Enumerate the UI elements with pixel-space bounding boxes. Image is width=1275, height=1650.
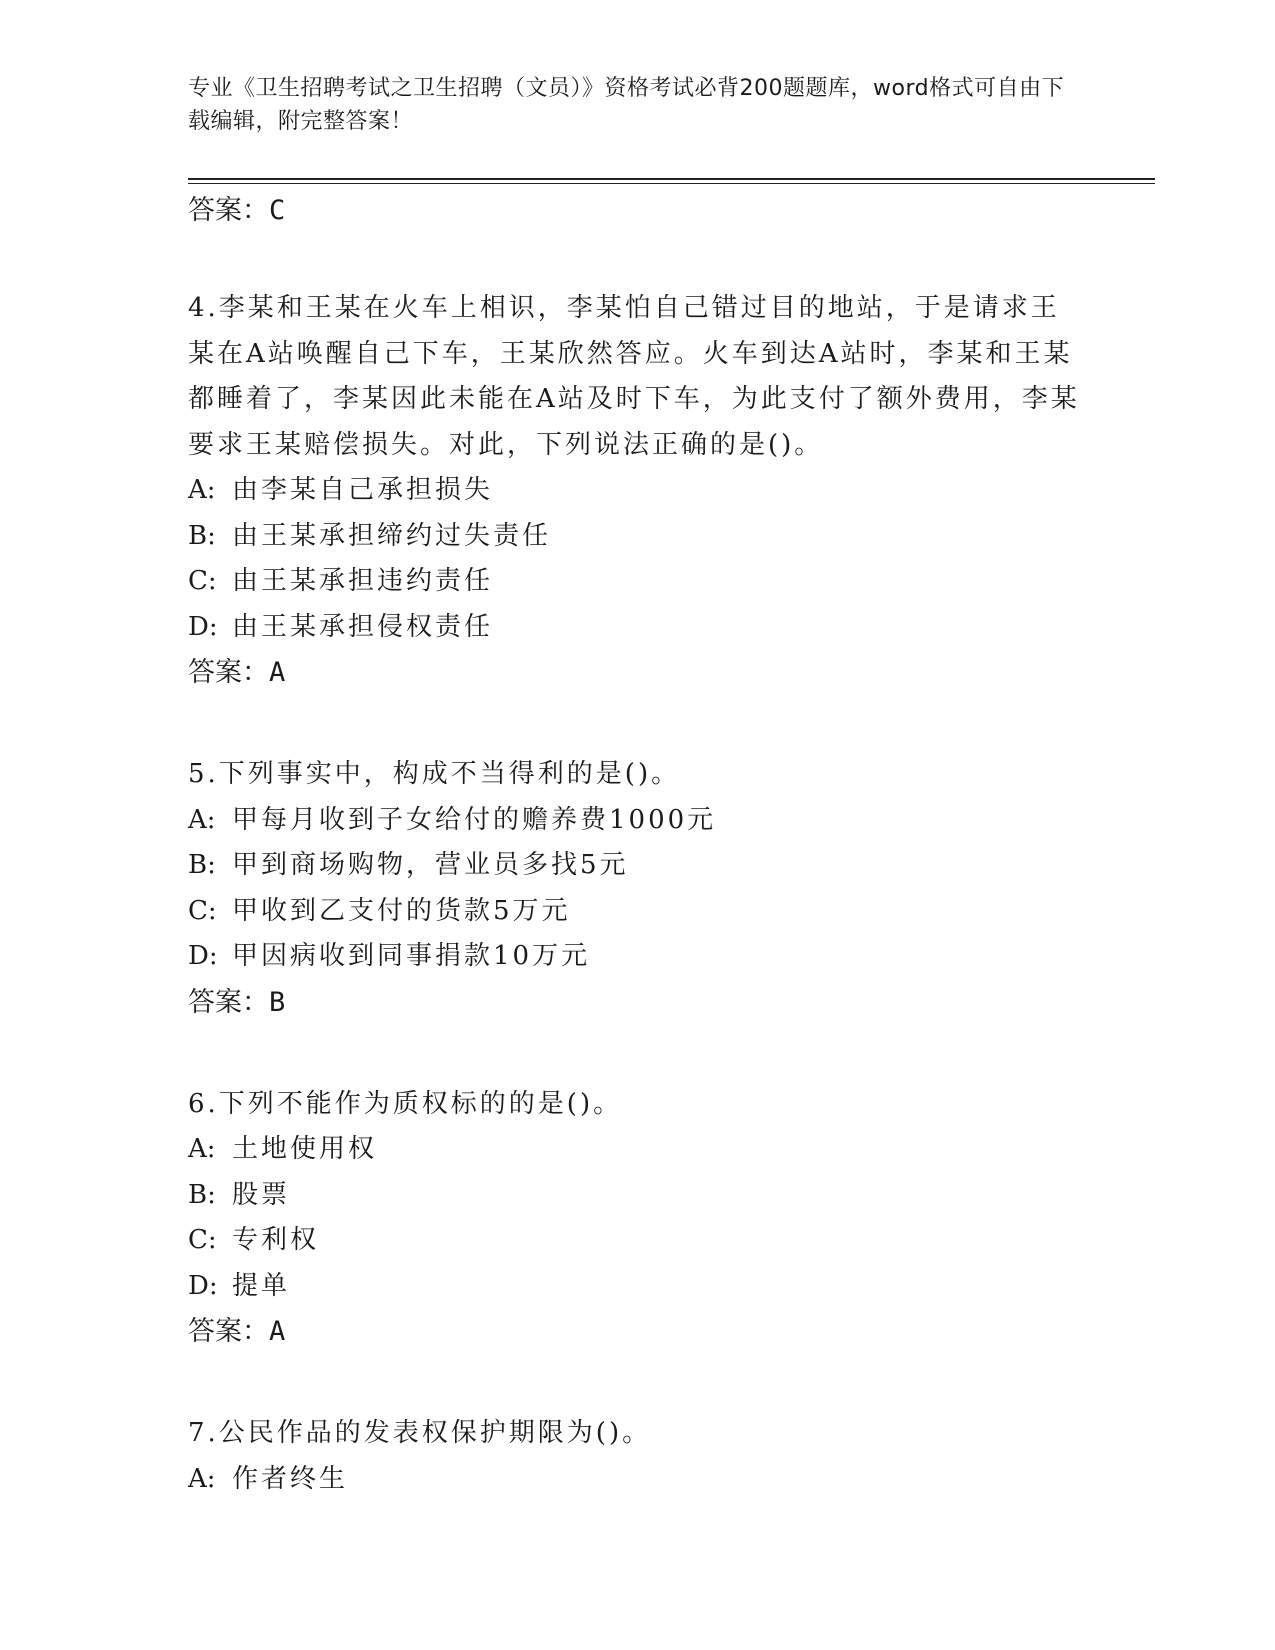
answer-line <box>188 188 1088 234</box>
answer-label: 答案： <box>188 1316 269 1347</box>
option-5d <box>188 934 1088 980</box>
option-5c <box>188 889 1088 935</box>
answer-value: C <box>269 195 286 226</box>
option-letter: C: <box>188 566 217 596</box>
option-7a <box>188 1457 1088 1503</box>
option-text: 土地使用权 <box>232 1134 378 1164</box>
option-letter: A: <box>188 1463 216 1494</box>
question-5: 5.下列事实中，构成不当得利的是()。 <box>188 759 681 789</box>
option-5b <box>188 843 1088 889</box>
option-4a <box>188 468 1088 514</box>
option-text: 由王某承担缔约过失责任 <box>232 520 552 551</box>
option-4d <box>188 605 1088 651</box>
option-text: 由王某承担侵权责任 <box>232 611 494 642</box>
option-letter: D: <box>188 941 218 971</box>
option-6d <box>188 1264 1088 1310</box>
option-text: 甲收到乙支付的货款5万元 <box>232 895 571 926</box>
header-rule-thick <box>188 178 1155 180</box>
option-text: 由王某承担违约责任 <box>232 566 494 596</box>
option-letter: B: <box>188 850 216 880</box>
question-6: 6.下列不能作为质权标的的是()。 <box>188 1088 623 1119</box>
answer-line <box>188 1309 1088 1355</box>
header-rule-thin <box>188 183 1155 184</box>
answer-value: A <box>269 1316 286 1347</box>
option-5a <box>188 798 1088 844</box>
option-text: 甲每月收到子女给付的赡养费1000元 <box>232 804 717 835</box>
question-7: 7.公民作品的发表权保护期限为()。 <box>188 1418 652 1448</box>
answer-label: 答案： <box>188 657 269 688</box>
document-header: 专业《卫生招聘考试之卫生招聘（文员）》资格考试必背200题题库，word格式可自由下载编辑，附完整答案！ <box>188 76 1065 134</box>
option-letter: D: <box>188 611 218 642</box>
option-letter: D: <box>188 1270 218 1301</box>
option-letter: B: <box>188 1179 216 1210</box>
answer-value: B <box>269 986 286 1018</box>
option-text: 甲因病收到同事捐款10万元 <box>232 941 591 971</box>
option-6c <box>188 1218 1088 1264</box>
answer-label: 答案： <box>188 195 269 226</box>
option-text: 由李某自己承担损失 <box>232 475 494 505</box>
answer-line <box>188 650 1088 696</box>
option-letter: A: <box>188 1134 216 1164</box>
option-letter: A: <box>188 475 216 505</box>
option-text: 甲到商场购物，营业员多找5元 <box>232 850 629 880</box>
option-text: 股票 <box>232 1179 291 1210</box>
option-6b <box>188 1173 1088 1219</box>
option-6a <box>188 1127 1088 1173</box>
question-4: 4.李某和王某在火车上相识，李某怕自己错过目的地站，于是请求王某在A站唤醒自己下车，王某欣然答应。火车到达A站时，李某和王某都睡着了，李某因此未能在A站及时下车，为此支付了额外费用，李某要求王某赔偿损失。对此，下列说法正确的是()。 <box>188 293 1080 460</box>
question-list <box>188 188 1088 1502</box>
option-text: 提单 <box>232 1270 291 1301</box>
option-text: 作者终生 <box>232 1463 349 1494</box>
option-4c <box>188 559 1088 605</box>
option-letter: A: <box>188 804 216 835</box>
option-letter: C: <box>188 895 217 926</box>
option-text: 专利权 <box>232 1225 320 1255</box>
option-4b <box>188 514 1088 560</box>
answer-line <box>188 980 1088 1026</box>
answer-label: 答案： <box>188 986 269 1018</box>
option-letter: C: <box>188 1225 217 1255</box>
option-letter: B: <box>188 520 216 551</box>
answer-value: A <box>269 657 286 688</box>
